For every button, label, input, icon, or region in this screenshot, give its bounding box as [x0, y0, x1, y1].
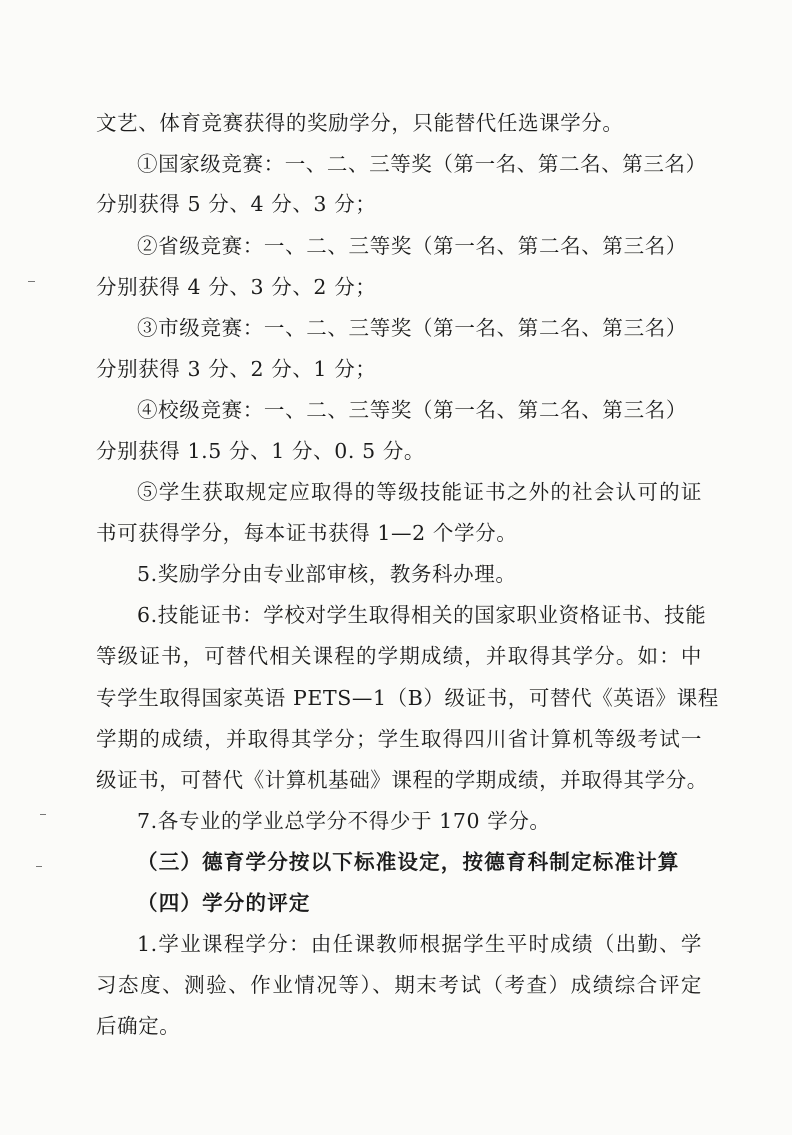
- text-line: ③市级竞赛：一、二、三等奖（第一名、第二名、第三名）: [137, 316, 687, 340]
- text-line: ⑤学生获取规定应取得的等级技能证书之外的社会认可的证: [137, 480, 702, 504]
- text-line: 分别获得 5 分、4 分、3 分；: [96, 192, 377, 216]
- text-line: 分别获得 1.5 分、1 分、0. 5 分。: [96, 439, 426, 463]
- text-line: 分别获得 4 分、3 分、2 分；: [96, 275, 377, 299]
- text-line: 习态度、测验、作业情况等）、期末考试（考查）成绩综合评定: [96, 973, 702, 997]
- section-heading: （四）学分的评定: [137, 891, 311, 915]
- text-line: 文艺、体育竞赛获得的奖励学分，只能替代任选课学分。: [96, 111, 624, 135]
- text-line: ④校级竞赛：一、二、三等奖（第一名、第二名、第三名）: [137, 398, 687, 422]
- text-line: 1.学业课程学分：由任课教师根据学生平时成绩（出勤、学: [137, 932, 702, 956]
- text-line: ②省级竞赛：一、二、三等奖（第一名、第二名、第三名）: [137, 234, 687, 258]
- scan-mark: [28, 281, 35, 282]
- text-line: 5.奖励学分由专业部审核，教务科办理。: [137, 562, 517, 586]
- text-line: 专学生取得国家英语 PETS—1（B）级证书，可替代《英语》课程: [96, 686, 719, 710]
- text-line: 级证书，可替代《计算机基础》课程的学期成绩，并取得其学分。: [96, 768, 708, 792]
- text-line: 分别获得 3 分、2 分、1 分；: [96, 357, 377, 381]
- scan-mark: [36, 866, 42, 867]
- text-line: 书可获得学分，每本证书获得 1—2 个学分。: [96, 521, 518, 545]
- text-line: 后确定。: [96, 1014, 181, 1038]
- section-heading: （三）德育学分按以下标准设定，按德育科制定标准计算: [137, 850, 680, 874]
- scan-mark: [40, 814, 46, 815]
- text-line: 6.技能证书：学校对学生取得相关的国家职业资格证书、技能: [137, 603, 707, 627]
- text-line: 7.各专业的学业总学分不得少于 170 学分。: [137, 809, 551, 833]
- text-line: 等级证书，可替代相关课程的学期成绩，并取得其学分。如：中: [96, 644, 702, 668]
- text-line: ①国家级竞赛：一、二、三等奖（第一名、第二名、第三名）: [137, 152, 707, 176]
- text-line: 学期的成绩，并取得其学分；学生取得四川省计算机等级考试一: [96, 727, 702, 751]
